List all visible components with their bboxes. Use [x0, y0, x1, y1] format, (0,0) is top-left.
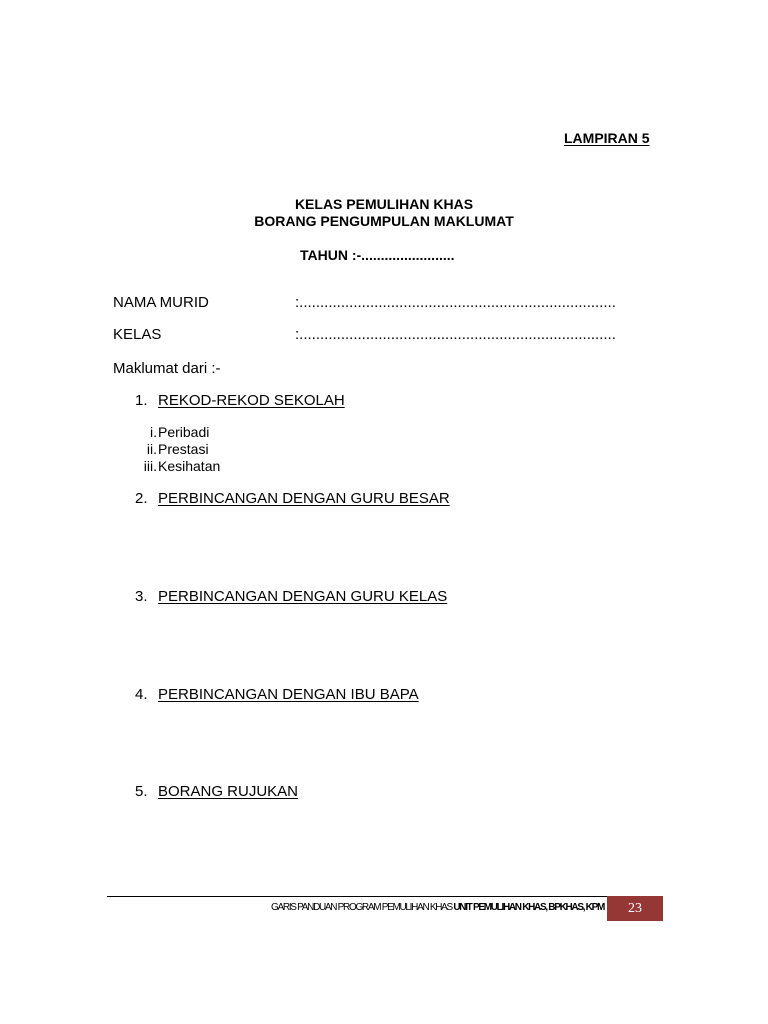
- section-3-title: PERBINCANGAN DENGAN GURU KELAS: [158, 588, 448, 605]
- form-title-line-2: BORANG PENGUMPULAN MAKLUMAT: [254, 213, 514, 229]
- section-1-title: REKOD-REKOD SEKOLAH: [158, 392, 345, 409]
- section-4-title: PERBINCANGAN DENGAN IBU BAPA: [158, 686, 419, 703]
- page-number: 23: [628, 900, 642, 916]
- section-2-number: 2.: [135, 490, 148, 507]
- sub-item-1-label: Peribadi: [158, 424, 210, 440]
- year-line: TAHUN :-........................: [300, 247, 455, 263]
- section-3-number: 3.: [135, 588, 148, 605]
- section-1-number: 1.: [135, 392, 148, 409]
- class-field[interactable]: :............................................................................: [295, 326, 616, 343]
- section-2-title: PERBINCANGAN DENGAN GURU BESAR: [158, 490, 450, 507]
- section-5-number: 5.: [135, 783, 148, 800]
- sub-item-3-numeral: iii.: [143, 458, 157, 474]
- info-from-label: Maklumat dari :-: [113, 360, 221, 377]
- footer-text-bold: UNIT PEMULIHAN KHAS, BPKHAS, KPM: [453, 902, 604, 913]
- sub-item-2-label: Prestasi: [158, 441, 209, 457]
- sub-item-3-label: Kesihatan: [158, 458, 221, 474]
- page-number-badge: [607, 896, 663, 921]
- sub-item-2-numeral: ii.: [146, 441, 157, 457]
- section-4-number: 4.: [135, 686, 148, 703]
- sub-item-1-numeral: i.: [150, 424, 157, 440]
- appendix-label: LAMPIRAN 5: [564, 130, 650, 146]
- class-label: KELAS: [113, 326, 162, 343]
- footer-text-regular: GARIS PANDUAN PROGRAM PEMULIHAN KHAS: [271, 902, 454, 913]
- student-name-label: NAMA MURID: [113, 294, 209, 311]
- footer-divider: [107, 896, 607, 897]
- student-name-field[interactable]: :............................................................................: [295, 294, 616, 311]
- footer-text: [271, 902, 604, 913]
- section-5-title: BORANG RUJUKAN: [158, 783, 299, 800]
- form-title-line-1: KELAS PEMULIHAN KHAS: [294, 196, 474, 212]
